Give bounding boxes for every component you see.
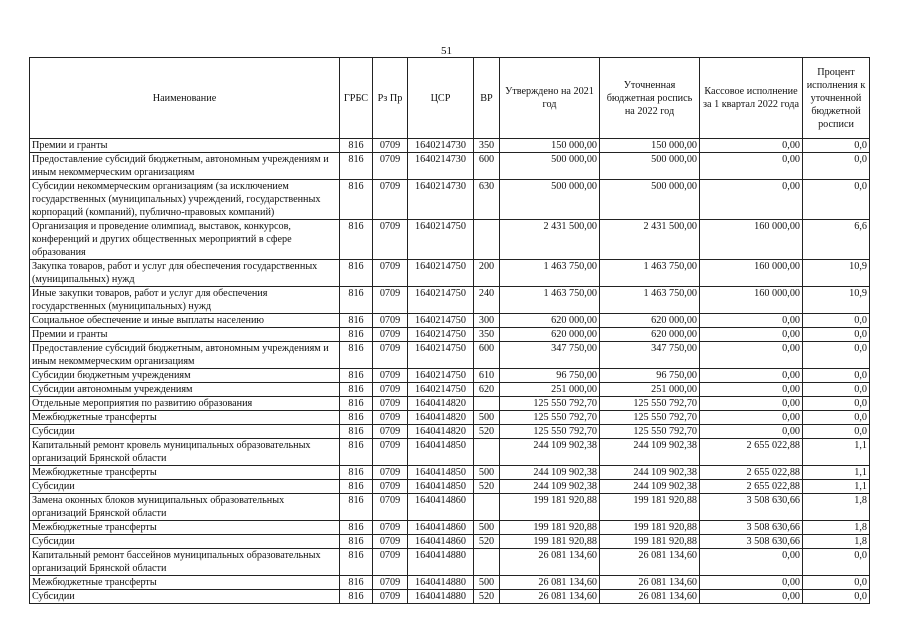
- cell-rzpr: 0709: [373, 590, 408, 604]
- cell-percent: 0,0: [803, 328, 870, 342]
- cell-percent: 0,0: [803, 411, 870, 425]
- cell-refined: 125 550 792,70: [600, 425, 700, 439]
- table-header-row: [30, 58, 870, 139]
- cell-grbs: 816: [340, 383, 373, 397]
- cell-csr: 1640414850: [408, 480, 474, 494]
- cell-csr: 1640414860: [408, 521, 474, 535]
- cell-csr: 1640214730: [408, 180, 474, 220]
- cell-vr: 520: [474, 590, 500, 604]
- table-row: [30, 369, 870, 383]
- cell-rzpr: 0709: [373, 369, 408, 383]
- cell-cash: 0,00: [700, 590, 803, 604]
- cell-approved: 244 109 902,38: [500, 480, 600, 494]
- cell-csr: 1640414820: [408, 397, 474, 411]
- table-row: [30, 139, 870, 153]
- table-row: [30, 328, 870, 342]
- table-row: [30, 576, 870, 590]
- cell-percent: 1,1: [803, 466, 870, 480]
- cell-name: Межбюджетные трансферты: [30, 411, 340, 425]
- cell-cash: 2 655 022,88: [700, 466, 803, 480]
- cell-csr: 1640214750: [408, 383, 474, 397]
- table-row: [30, 494, 870, 521]
- cell-name: Отдельные мероприятия по развитию образования: [30, 397, 340, 411]
- cell-grbs: 816: [340, 425, 373, 439]
- cell-vr: [474, 494, 500, 521]
- cell-name: Субсидии: [30, 480, 340, 494]
- cell-grbs: 816: [340, 466, 373, 480]
- cell-vr: 630: [474, 180, 500, 220]
- cell-approved: 1 463 750,00: [500, 287, 600, 314]
- cell-vr: 500: [474, 411, 500, 425]
- cell-vr: 520: [474, 425, 500, 439]
- header-percent: Процент исполнения к уточненной бюджетной росписи: [803, 58, 870, 139]
- cell-refined: 500 000,00: [600, 153, 700, 180]
- cell-name: Организация и проведение олимпиад, выставок, конкурсов, конференций и других общественных мероприятий в сфере образования: [30, 220, 340, 260]
- cell-rzpr: 0709: [373, 328, 408, 342]
- cell-name: Социальное обеспечение и иные выплаты населению: [30, 314, 340, 328]
- cell-grbs: 816: [340, 220, 373, 260]
- table-row: [30, 260, 870, 287]
- cell-rzpr: 0709: [373, 549, 408, 576]
- cell-rzpr: 0709: [373, 139, 408, 153]
- cell-rzpr: 0709: [373, 383, 408, 397]
- cell-percent: 0,0: [803, 425, 870, 439]
- table-row: [30, 397, 870, 411]
- cell-approved: 500 000,00: [500, 180, 600, 220]
- table-row: [30, 590, 870, 604]
- cell-percent: 0,0: [803, 397, 870, 411]
- cell-vr: 520: [474, 480, 500, 494]
- cell-grbs: 816: [340, 287, 373, 314]
- cell-approved: 244 109 902,38: [500, 439, 600, 466]
- cell-grbs: 816: [340, 139, 373, 153]
- cell-vr: [474, 220, 500, 260]
- table-row: [30, 287, 870, 314]
- cell-grbs: 816: [340, 535, 373, 549]
- cell-grbs: 816: [340, 369, 373, 383]
- cell-name: Закупка товаров, работ и услуг для обеспечения государственных (муниципальных) нужд: [30, 260, 340, 287]
- cell-approved: 244 109 902,38: [500, 466, 600, 480]
- cell-refined: 1 463 750,00: [600, 287, 700, 314]
- cell-cash: 3 508 630,66: [700, 521, 803, 535]
- cell-refined: 1 463 750,00: [600, 260, 700, 287]
- cell-refined: 347 750,00: [600, 342, 700, 369]
- cell-cash: 160 000,00: [700, 260, 803, 287]
- cell-refined: 150 000,00: [600, 139, 700, 153]
- cell-vr: [474, 439, 500, 466]
- cell-percent: 6,6: [803, 220, 870, 260]
- cell-grbs: 816: [340, 480, 373, 494]
- table-row: [30, 220, 870, 260]
- cell-rzpr: 0709: [373, 494, 408, 521]
- cell-vr: 620: [474, 383, 500, 397]
- cell-csr: 1640414880: [408, 590, 474, 604]
- cell-grbs: 816: [340, 590, 373, 604]
- cell-rzpr: 0709: [373, 521, 408, 535]
- cell-refined: 2 431 500,00: [600, 220, 700, 260]
- cell-csr: 1640214750: [408, 287, 474, 314]
- cell-grbs: 816: [340, 521, 373, 535]
- cell-approved: 620 000,00: [500, 328, 600, 342]
- cell-refined: 199 181 920,88: [600, 535, 700, 549]
- table-row: [30, 153, 870, 180]
- cell-csr: 1640214750: [408, 328, 474, 342]
- cell-cash: 3 508 630,66: [700, 535, 803, 549]
- table-row: [30, 342, 870, 369]
- cell-vr: 520: [474, 535, 500, 549]
- cell-vr: 300: [474, 314, 500, 328]
- cell-rzpr: 0709: [373, 411, 408, 425]
- cell-csr: 1640414820: [408, 411, 474, 425]
- cell-name: Предоставление субсидий бюджетным, автономным учреждениям и иным некоммерческим организациям: [30, 342, 340, 369]
- cell-refined: 620 000,00: [600, 328, 700, 342]
- cell-percent: 1,8: [803, 521, 870, 535]
- cell-name: Субсидии: [30, 590, 340, 604]
- cell-name: Предоставление субсидий бюджетным, автономным учреждениям и иным некоммерческим организациям: [30, 153, 340, 180]
- cell-cash: 3 508 630,66: [700, 494, 803, 521]
- cell-rzpr: 0709: [373, 153, 408, 180]
- budget-table: [29, 57, 870, 604]
- table-row: [30, 535, 870, 549]
- header-name: Наименование: [30, 58, 340, 139]
- cell-approved: 125 550 792,70: [500, 425, 600, 439]
- cell-name: Субсидии бюджетным учреждениям: [30, 369, 340, 383]
- cell-name: Иные закупки товаров, работ и услуг для обеспечения государственных (муниципальных) нужд: [30, 287, 340, 314]
- cell-grbs: 816: [340, 328, 373, 342]
- cell-cash: 2 655 022,88: [700, 480, 803, 494]
- cell-rzpr: 0709: [373, 342, 408, 369]
- cell-csr: 1640214750: [408, 342, 474, 369]
- cell-csr: 1640414850: [408, 439, 474, 466]
- cell-cash: 160 000,00: [700, 220, 803, 260]
- cell-cash: 0,00: [700, 383, 803, 397]
- cell-name: Субсидии: [30, 535, 340, 549]
- cell-grbs: 816: [340, 314, 373, 328]
- cell-approved: 125 550 792,70: [500, 411, 600, 425]
- cell-refined: 125 550 792,70: [600, 411, 700, 425]
- cell-approved: 199 181 920,88: [500, 521, 600, 535]
- header-cash: Кассовое исполнение за 1 квартал 2022 года: [700, 58, 803, 139]
- cell-approved: 620 000,00: [500, 314, 600, 328]
- cell-percent: 0,0: [803, 383, 870, 397]
- cell-grbs: 816: [340, 549, 373, 576]
- cell-percent: 0,0: [803, 369, 870, 383]
- cell-name: Капитальный ремонт кровель муниципальных образовательных организаций Брянской области: [30, 439, 340, 466]
- cell-approved: 251 000,00: [500, 383, 600, 397]
- cell-csr: 1640214730: [408, 139, 474, 153]
- cell-grbs: 816: [340, 180, 373, 220]
- cell-vr: 610: [474, 369, 500, 383]
- table-row: [30, 521, 870, 535]
- cell-cash: 0,00: [700, 153, 803, 180]
- cell-rzpr: 0709: [373, 397, 408, 411]
- cell-rzpr: 0709: [373, 180, 408, 220]
- cell-percent: 0,0: [803, 153, 870, 180]
- cell-refined: 199 181 920,88: [600, 494, 700, 521]
- cell-grbs: 816: [340, 576, 373, 590]
- table-row: [30, 439, 870, 466]
- cell-name: Капитальный ремонт бассейнов муниципальных образовательных организаций Брянской области: [30, 549, 340, 576]
- cell-csr: 1640414850: [408, 466, 474, 480]
- cell-percent: 1,1: [803, 480, 870, 494]
- cell-approved: 26 081 134,60: [500, 590, 600, 604]
- cell-vr: 200: [474, 260, 500, 287]
- cell-csr: 1640214750: [408, 220, 474, 260]
- cell-cash: 0,00: [700, 314, 803, 328]
- cell-percent: 1,8: [803, 494, 870, 521]
- cell-percent: 0,0: [803, 576, 870, 590]
- cell-cash: 0,00: [700, 425, 803, 439]
- table-row: [30, 480, 870, 494]
- cell-cash: 0,00: [700, 397, 803, 411]
- cell-csr: 1640214750: [408, 314, 474, 328]
- cell-rzpr: 0709: [373, 480, 408, 494]
- cell-name: Межбюджетные трансферты: [30, 576, 340, 590]
- cell-rzpr: 0709: [373, 220, 408, 260]
- table-row: [30, 314, 870, 328]
- cell-vr: 350: [474, 139, 500, 153]
- cell-csr: 1640414880: [408, 576, 474, 590]
- cell-csr: 1640214730: [408, 153, 474, 180]
- cell-rzpr: 0709: [373, 314, 408, 328]
- cell-csr: 1640414820: [408, 425, 474, 439]
- cell-refined: 96 750,00: [600, 369, 700, 383]
- cell-cash: 0,00: [700, 411, 803, 425]
- cell-cash: 0,00: [700, 576, 803, 590]
- table-row: [30, 466, 870, 480]
- cell-vr: 500: [474, 521, 500, 535]
- cell-rzpr: 0709: [373, 287, 408, 314]
- cell-rzpr: 0709: [373, 439, 408, 466]
- header-vr: ВР: [474, 58, 500, 139]
- cell-name: Субсидии автономным учреждениям: [30, 383, 340, 397]
- cell-approved: 125 550 792,70: [500, 397, 600, 411]
- cell-refined: 244 109 902,38: [600, 480, 700, 494]
- cell-vr: [474, 549, 500, 576]
- cell-rzpr: 0709: [373, 425, 408, 439]
- cell-grbs: 816: [340, 260, 373, 287]
- cell-percent: 0,0: [803, 314, 870, 328]
- cell-name: Межбюджетные трансферты: [30, 521, 340, 535]
- cell-approved: 199 181 920,88: [500, 535, 600, 549]
- cell-cash: 0,00: [700, 328, 803, 342]
- cell-refined: 199 181 920,88: [600, 521, 700, 535]
- cell-refined: 251 000,00: [600, 383, 700, 397]
- table-row: [30, 549, 870, 576]
- cell-vr: [474, 397, 500, 411]
- cell-approved: 199 181 920,88: [500, 494, 600, 521]
- page-number: 51: [441, 45, 452, 57]
- cell-cash: 2 655 022,88: [700, 439, 803, 466]
- cell-grbs: 816: [340, 439, 373, 466]
- cell-vr: 500: [474, 466, 500, 480]
- cell-cash: 0,00: [700, 180, 803, 220]
- cell-refined: 26 081 134,60: [600, 549, 700, 576]
- cell-refined: 125 550 792,70: [600, 397, 700, 411]
- table-row: [30, 180, 870, 220]
- cell-refined: 244 109 902,38: [600, 439, 700, 466]
- cell-grbs: 816: [340, 494, 373, 521]
- cell-rzpr: 0709: [373, 535, 408, 549]
- cell-percent: 10,9: [803, 260, 870, 287]
- cell-name: Межбюджетные трансферты: [30, 466, 340, 480]
- cell-rzpr: 0709: [373, 260, 408, 287]
- cell-percent: 0,0: [803, 590, 870, 604]
- cell-name: Премии и гранты: [30, 328, 340, 342]
- cell-percent: 0,0: [803, 549, 870, 576]
- cell-cash: 160 000,00: [700, 287, 803, 314]
- cell-grbs: 816: [340, 342, 373, 369]
- cell-approved: 347 750,00: [500, 342, 600, 369]
- cell-refined: 26 081 134,60: [600, 590, 700, 604]
- cell-csr: 1640414860: [408, 494, 474, 521]
- cell-approved: 150 000,00: [500, 139, 600, 153]
- cell-approved: 26 081 134,60: [500, 576, 600, 590]
- cell-vr: 500: [474, 576, 500, 590]
- cell-vr: 600: [474, 342, 500, 369]
- cell-name: Премии и гранты: [30, 139, 340, 153]
- cell-csr: 1640214750: [408, 260, 474, 287]
- cell-percent: 10,9: [803, 287, 870, 314]
- cell-approved: 26 081 134,60: [500, 549, 600, 576]
- cell-cash: 0,00: [700, 139, 803, 153]
- cell-cash: 0,00: [700, 342, 803, 369]
- cell-approved: 500 000,00: [500, 153, 600, 180]
- table-row: [30, 411, 870, 425]
- cell-refined: 500 000,00: [600, 180, 700, 220]
- cell-grbs: 816: [340, 397, 373, 411]
- cell-refined: 620 000,00: [600, 314, 700, 328]
- cell-rzpr: 0709: [373, 466, 408, 480]
- cell-percent: 1,1: [803, 439, 870, 466]
- cell-csr: 1640414860: [408, 535, 474, 549]
- cell-vr: 350: [474, 328, 500, 342]
- cell-name: Субсидии: [30, 425, 340, 439]
- cell-vr: 600: [474, 153, 500, 180]
- table-row: [30, 383, 870, 397]
- cell-csr: 1640214750: [408, 369, 474, 383]
- cell-percent: 1,8: [803, 535, 870, 549]
- cell-cash: 0,00: [700, 549, 803, 576]
- header-refined: Уточненная бюджетная роспись на 2022 год: [600, 58, 700, 139]
- header-approved: Утверждено на 2021 год: [500, 58, 600, 139]
- cell-approved: 96 750,00: [500, 369, 600, 383]
- cell-approved: 2 431 500,00: [500, 220, 600, 260]
- cell-vr: 240: [474, 287, 500, 314]
- cell-approved: 1 463 750,00: [500, 260, 600, 287]
- header-csr: ЦСР: [408, 58, 474, 139]
- cell-percent: 0,0: [803, 342, 870, 369]
- header-grbs: ГРБС: [340, 58, 373, 139]
- cell-refined: 244 109 902,38: [600, 466, 700, 480]
- cell-csr: 1640414880: [408, 549, 474, 576]
- cell-grbs: 816: [340, 411, 373, 425]
- cell-name: Субсидии некоммерческим организациям (за исключением государственных (муниципальных) учреждений, государственных корпораций (компаний), публично-правовых компаний): [30, 180, 340, 220]
- cell-percent: 0,0: [803, 139, 870, 153]
- cell-percent: 0,0: [803, 180, 870, 220]
- header-rzpr: Рз Пр: [373, 58, 408, 139]
- cell-name: Замена оконных блоков муниципальных образовательных организаций Брянской области: [30, 494, 340, 521]
- table-row: [30, 425, 870, 439]
- cell-refined: 26 081 134,60: [600, 576, 700, 590]
- cell-grbs: 816: [340, 153, 373, 180]
- cell-rzpr: 0709: [373, 576, 408, 590]
- cell-cash: 0,00: [700, 369, 803, 383]
